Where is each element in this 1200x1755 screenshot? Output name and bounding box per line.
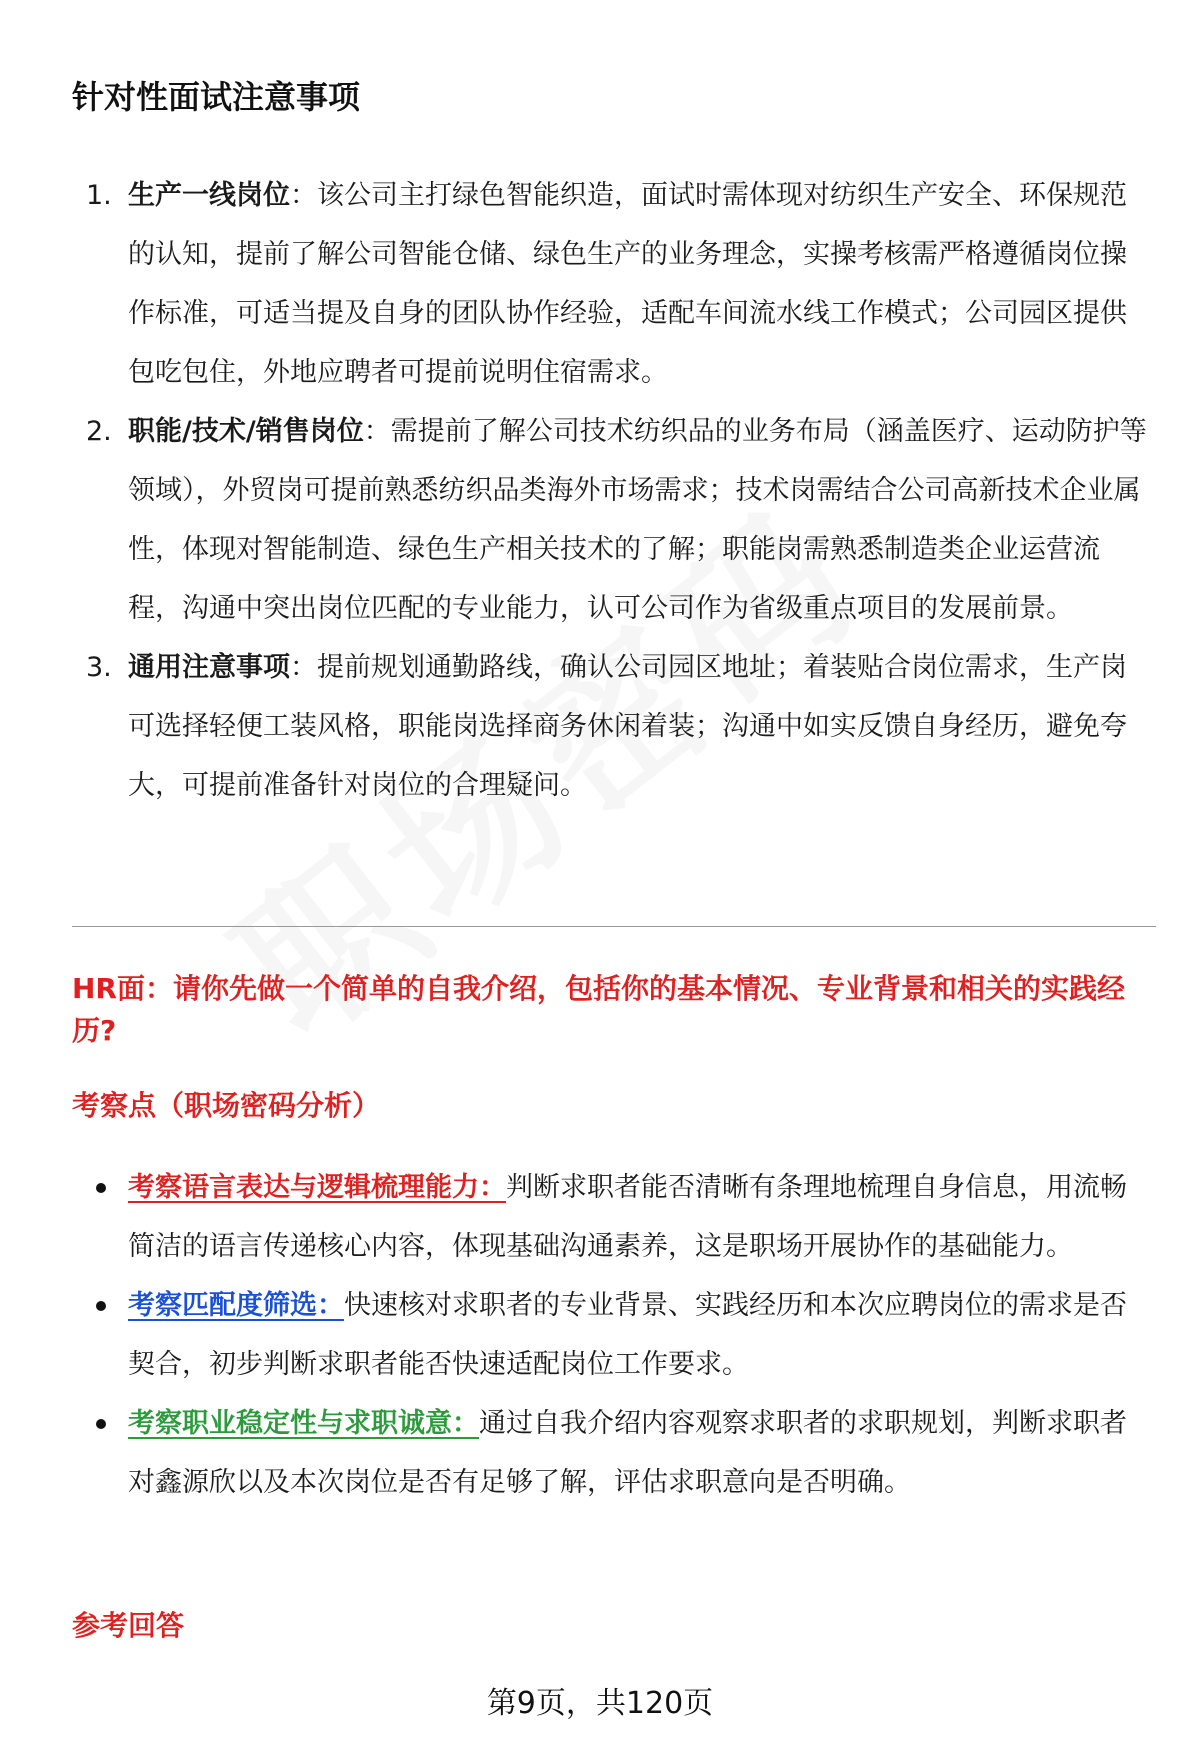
list-item bbox=[72, 402, 1147, 638]
bullet-lead: 考察职业稳定性与求职诚意： bbox=[128, 1408, 479, 1439]
bullet-text: 判断求职者能否清晰有条理地梳理自身信息，用流畅简洁的语言传递核心内容，体现基础沟通素养，这是职场开展协作的基础能力。 bbox=[128, 1172, 1127, 1262]
list-item bbox=[72, 1394, 1147, 1512]
list-number: 3. bbox=[86, 652, 112, 683]
item-lead: 通用注意事项 bbox=[128, 652, 290, 683]
list-item bbox=[72, 1276, 1147, 1394]
bullet-lead: 考察匹配度筛选： bbox=[128, 1290, 344, 1321]
examine-heading: 考察点（职场密码分析） bbox=[72, 1089, 381, 1122]
section-divider bbox=[72, 926, 1156, 927]
numbered-list bbox=[72, 166, 1147, 815]
answer-heading: 参考回答 bbox=[72, 1609, 185, 1642]
bullet-dot-icon bbox=[96, 1419, 106, 1429]
list-item bbox=[72, 1158, 1147, 1276]
item-lead: 职能/技术/销售岗位 bbox=[128, 416, 364, 447]
item-text: ：该公司主打绿色智能织造，面试时需体现对纺织生产安全、环保规范的认知，提前了解公司智能仓储、绿色生产的业务理念，实操考核需严格遵循岗位操作标准，可适当提及自身的团队协作经验，适配车间流水线工作模式；公司园区提供包吃包住，外地应聘者可提前说明住宿需求。 bbox=[128, 180, 1127, 388]
list-number: 1. bbox=[86, 180, 112, 211]
bullet-text: 快速核对求职者的专业背景、实践经历和本次应聘岗位的需求是否契合，初步判断求职者能否快速适配岗位工作要求。 bbox=[128, 1290, 1127, 1380]
item-lead: 生产一线岗位 bbox=[128, 180, 290, 211]
item-text: ：提前规划通勤路线，确认公司园区地址；着装贴合岗位需求，生产岗可选择轻便工装风格，职能岗选择商务休闲着装；沟通中如实反馈自身经历，避免夸大，可提前准备针对岗位的合理疑问。 bbox=[128, 652, 1127, 801]
bullet-list bbox=[72, 1158, 1147, 1512]
list-number: 2. bbox=[86, 416, 112, 447]
bullet-dot-icon bbox=[96, 1301, 106, 1311]
list-item bbox=[72, 166, 1147, 402]
bullet-lead: 考察语言表达与逻辑梳理能力： bbox=[128, 1172, 506, 1203]
item-text: ：需提前了解公司技术纺织品的业务布局（涵盖医疗、运动防护等领域），外贸岗可提前熟悉纺织品类海外市场需求；技术岗需结合公司高新技术企业属性，体现对智能制造、绿色生产相关技术的了解；职能岗需熟悉制造类企业运营流程，沟通中突出岗位匹配的专业能力，认可公司作为省级重点项目的发展前景。 bbox=[128, 416, 1147, 624]
bullet-dot-icon bbox=[96, 1183, 106, 1193]
list-item bbox=[72, 638, 1147, 815]
page-footer: 第9页，共120页 bbox=[486, 1686, 714, 1721]
bullet-text: 通过自我介绍内容观察求职者的求职规划，判断求职者对鑫源欣以及本次岗位是否有足够了解，评估求职意向是否明确。 bbox=[128, 1408, 1127, 1498]
hr-question: HR面：请你先做一个简单的自我介绍，包括你的基本情况、专业背景和相关的实践经历? bbox=[72, 972, 1125, 1047]
page-title: 针对性面试注意事项 bbox=[72, 78, 361, 116]
